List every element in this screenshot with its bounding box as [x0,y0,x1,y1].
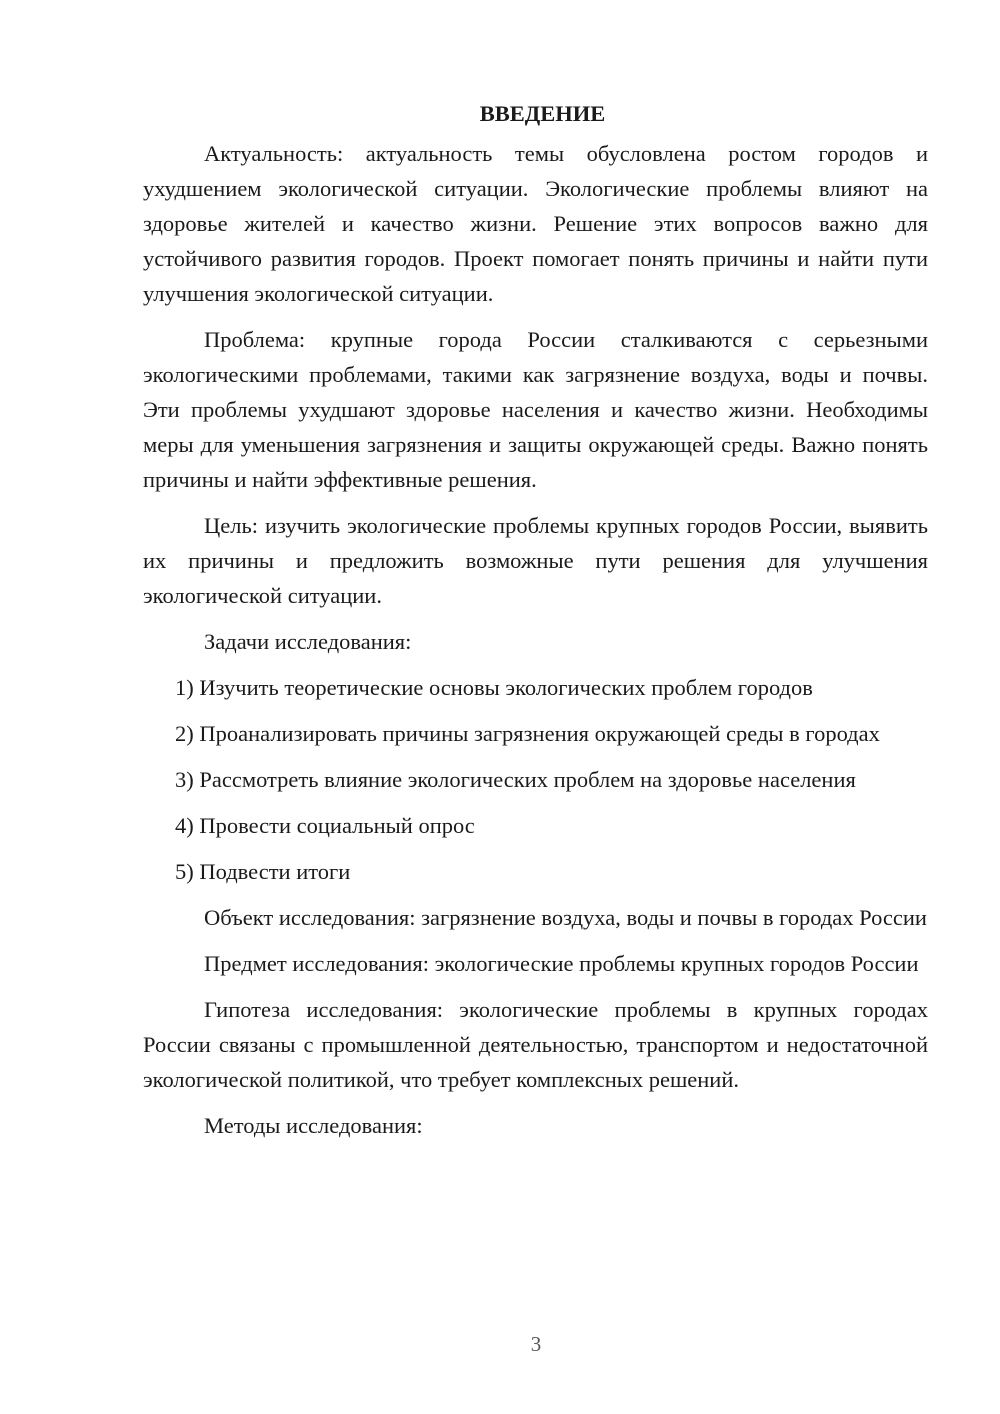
task-item-1: 1) Изучить теоретические основы экологических проблем городов [175,675,813,700]
task-item-4: 4) Провести социальный опрос [175,813,475,838]
page-number: 3 [530,1332,542,1356]
tasks-heading: Задачи исследования: [204,629,412,654]
hypothesis-paragraph: Гипотеза исследования: экологические проблемы в крупных городах России связаны с промышленной деятельностью, транспортом и недостаточной экологической политикой, что требует комплексных решений. [143,997,928,1092]
task-item-3: 3) Рассмотреть влияние экологических проблем на здоровье населения [175,767,856,792]
task-item-2: 2) Проанализировать причины загрязнения окружающей среды в городах [175,721,880,746]
task-item-5: 5) Подвести итоги [175,859,351,884]
relevance-paragraph: Актуальность: актуальность темы обусловлена ростом городов и ухудшением экологической ситуации. Экологические проблемы влияют на здоровье жителей и качество жизни. Решение этих вопросов важно для устойчивого развития городов. Проект помогает понять причины и найти пути улучшения экологической ситуации. [143,141,928,306]
subject-paragraph: Предмет исследования: экологические проблемы крупных городов России [204,951,919,976]
object-paragraph: Объект исследования: загрязнение воздуха, воды и почвы в городах России [204,905,927,930]
page-title: ВВЕДЕНИЕ [479,101,606,126]
methods-heading: Методы исследования: [204,1113,423,1138]
goal-paragraph: Цель: изучить экологические проблемы крупных городов России, выявить их причины и предложить возможные пути решения для улучшения экологической ситуации. [143,513,928,608]
problem-paragraph: Проблема: крупные города России сталкиваются с серьезными экологическими проблемами, такими как загрязнение воздуха, воды и почвы. Эти проблемы ухудшают здоровье населения и качество жизни. Необходимы меры для уменьшения загрязнения и защиты окружающей среды. Важно понять причины и найти эффективные решения. [143,327,928,492]
document-page [143,96,928,1154]
